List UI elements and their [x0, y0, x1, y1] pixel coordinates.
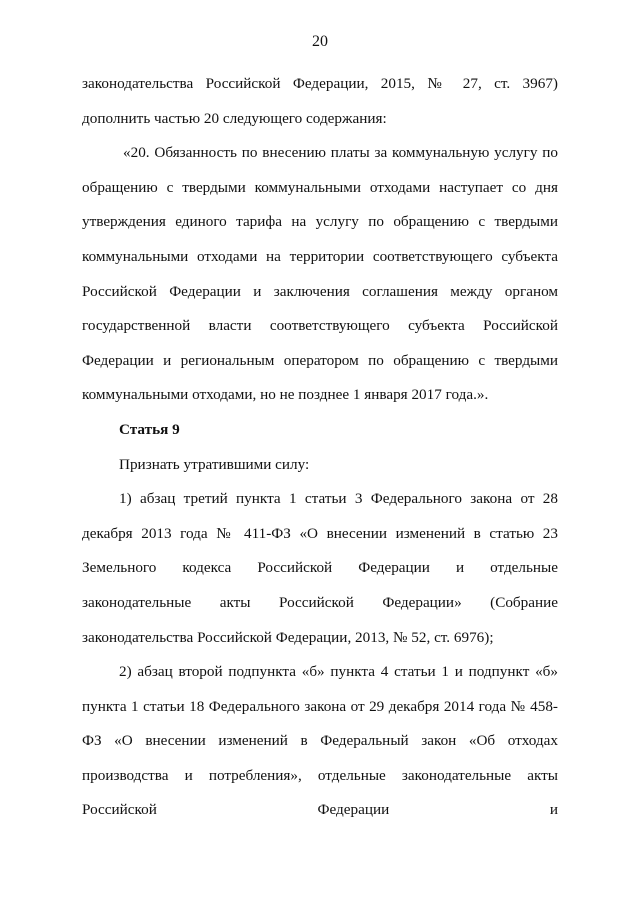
list-item: 1) абзац третий пункта 1 статьи 3 Федерального закона от 28 декабря 2013 года № 411-ФЗ «О внесении изменений в статью 23 Земельного кодекса Российской Федерации и отдельные законодательные акты Российской Федерации» (Собрание законодательства Российской Федерации, 2013, № 52, ст. 6976); [82, 490, 558, 646]
article-lead: Признать утратившими силу: [119, 455, 310, 473]
list-item: 2) абзац второй подпункта «б» пункта 4 статьи 1 и подпункт «б» пункта 1 статьи 18 Федерального закона от 29 декабря 2014 года № 458-ФЗ «О внесении изменений в Федеральный закон «Об отходах производства и потребления», отдельные законодательные акты Российской Федерации и [82, 663, 558, 819]
quoted-amendment-paragraph: «20. Обязанность по внесению платы за коммунальную услугу по обращению с твердыми коммунальными отходами наступает со дня утверждения единого тарифа на услугу по обращению с твердыми коммунальными отходами на территории соответствующего субъекта Российской Федерации и заключения соглашения между органом государственной власти соответствующего субъекта Российской Федерации и региональным оператором по обращению с твердыми коммунальными отходами, но не позднее 1 января 2017 года.». [82, 144, 558, 404]
article-heading: Статья 9 [119, 420, 180, 438]
intro-paragraph: законодательства Российской Федерации, 2015, № 27, ст. 3967) дополнить частью 20 следующего содержания: [82, 75, 558, 127]
page-number: 20 [312, 33, 328, 50]
document-body [82, 67, 558, 828]
